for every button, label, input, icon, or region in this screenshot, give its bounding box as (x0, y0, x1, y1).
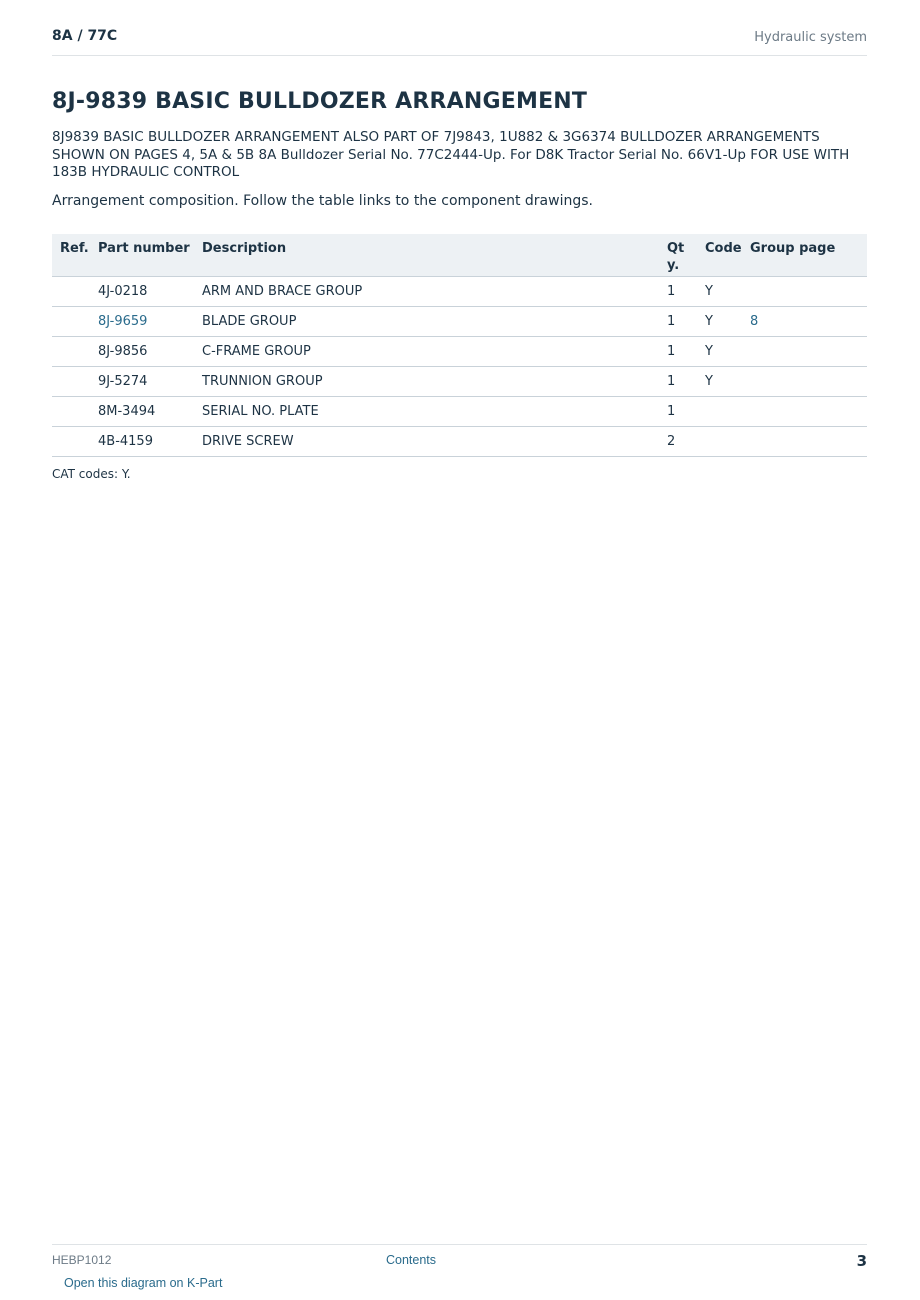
cell-description: BLADE GROUP (202, 306, 667, 336)
cell-group-page (750, 336, 867, 366)
cell-qty: 2 (667, 426, 705, 456)
header-ref: Ref. (52, 234, 98, 276)
cell-ref (52, 396, 98, 426)
page-footer (52, 1244, 867, 1269)
cat-codes-note: CAT codes: Y. (52, 467, 131, 481)
cell-code: Y (705, 276, 750, 306)
cell-ref (52, 276, 98, 306)
contents-link[interactable]: Contents (386, 1253, 437, 1267)
table-row (52, 306, 867, 336)
table-row (52, 336, 867, 366)
page-header (52, 28, 867, 56)
table-row (52, 366, 867, 396)
cell-description: DRIVE SCREW (202, 426, 667, 456)
cell-code: Y (705, 366, 750, 396)
cell-part-number: 8J-9856 (98, 336, 202, 366)
header-code: Code (705, 234, 750, 276)
cell-ref (52, 366, 98, 396)
arrangement-description: 8J9839 BASIC BULLDOZER ARRANGEMENT ALSO PART OF 7J9843, 1U882 & 3G6374 BULLDOZER ARRANGEMENTS SHOWN ON PAGES 4, 5A & 5B 8A Bulldozer Serial No. 77C2444-Up. For D8K Tractor Serial No. 66V1-Up FOR USE WITH 183B HYDRAULIC CONTROL (52, 129, 850, 180)
header-part-number: Part number (98, 234, 202, 276)
kpart-link[interactable]: Open this diagram on K-Part (64, 1276, 223, 1290)
cell-ref (52, 426, 98, 456)
cell-qty: 1 (667, 276, 705, 306)
intro-text: Arrangement composition. Follow the table links to the component drawings. (52, 193, 593, 209)
cell-qty: 1 (667, 396, 705, 426)
cell-code: Y (705, 306, 750, 336)
part-number-link[interactable]: 8J-9659 (98, 306, 202, 336)
header-description: Description (202, 234, 667, 276)
table-header-row (52, 234, 867, 276)
cell-part-number: 8M-3494 (98, 396, 202, 426)
cell-ref (52, 306, 98, 336)
cell-part-number: 4B-4159 (98, 426, 202, 456)
table-row (52, 396, 867, 426)
cell-group-page (750, 276, 867, 306)
cell-group-page (750, 366, 867, 396)
cell-code (705, 396, 750, 426)
cell-description: ARM AND BRACE GROUP (202, 276, 667, 306)
cell-qty: 1 (667, 336, 705, 366)
cell-part-number: 9J-5274 (98, 366, 202, 396)
header-group-page: Group page (750, 234, 867, 276)
cell-group-page (750, 426, 867, 456)
cell-group-page (750, 396, 867, 426)
group-page-link[interactable]: 8 (750, 306, 867, 336)
cell-code (705, 426, 750, 456)
header-qty-label: Qty. (667, 241, 685, 273)
cell-ref (52, 336, 98, 366)
cell-description: TRUNNION GROUP (202, 366, 667, 396)
parts-table (52, 234, 867, 457)
document-id: HEBP1012 (52, 1253, 112, 1267)
cell-code: Y (705, 336, 750, 366)
section-name: Hydraulic system (754, 30, 867, 45)
page-title: 8J-9839 BASIC BULLDOZER ARRANGEMENT (52, 89, 588, 114)
page-number: 3 (856, 1252, 867, 1270)
header-qty (667, 234, 705, 276)
cell-qty: 1 (667, 366, 705, 396)
cell-qty: 1 (667, 306, 705, 336)
cell-part-number: 4J-0218 (98, 276, 202, 306)
cell-description: C-FRAME GROUP (202, 336, 667, 366)
breadcrumb: 8A / 77C (52, 28, 118, 44)
table-row (52, 426, 867, 456)
cell-description: SERIAL NO. PLATE (202, 396, 667, 426)
table-row (52, 276, 867, 306)
